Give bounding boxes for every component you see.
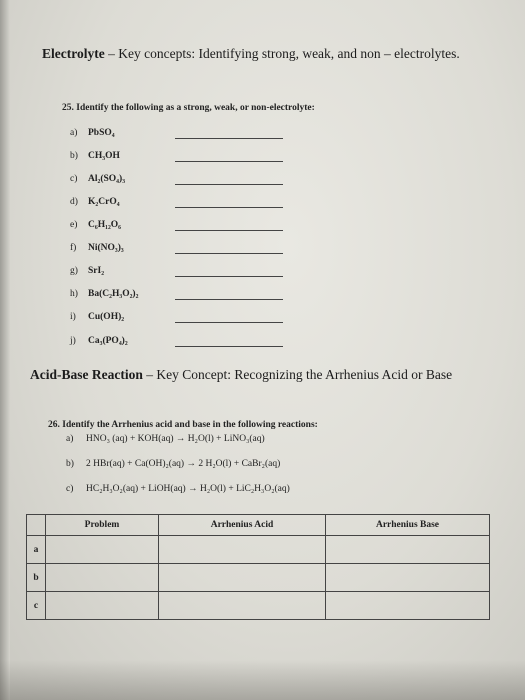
item-b: b) CH₃OH [70, 151, 120, 161]
cell-problem-c[interactable] [46, 592, 159, 620]
cell-base-c[interactable] [326, 592, 490, 620]
item-g: g) SrI₂ [70, 266, 105, 276]
item-i: i) Cu(OH)₂ [70, 312, 125, 322]
item-f: f) Ni(NO₃)₃ [70, 243, 124, 253]
table-header-acid: Arrhenius Acid [159, 515, 326, 536]
answer-line-b[interactable] [175, 161, 283, 162]
answer-line-c[interactable] [175, 184, 283, 185]
page-bottom-shadow [0, 660, 525, 700]
answer-table [26, 514, 490, 620]
cell-base-a[interactable] [326, 536, 490, 564]
item-h: h) Ba(C₂H₃O₂)₂ [70, 289, 139, 299]
table-header-blank [27, 515, 46, 536]
answer-line-e[interactable] [175, 230, 283, 231]
item-e: e) C₆H₁₂O₆ [70, 220, 122, 230]
item-a: a) PbSO₄ [70, 128, 115, 138]
section-title-electrolyte: Electrolyte – Key concepts: Identifying strong, weak, and non – electrolytes. [42, 46, 460, 61]
answer-line-g[interactable] [175, 276, 283, 277]
section-title-acid-base: Acid-Base Reaction – Key Concept: Recognizing the Arrhenius Acid or Base [30, 367, 453, 382]
item-d: d) K₂CrO₄ [70, 197, 120, 207]
item-c: c) Al₂(SO₄)₃ [70, 174, 126, 184]
cell-acid-b[interactable] [159, 564, 326, 592]
cell-problem-a[interactable] [46, 536, 159, 564]
answer-line-j[interactable] [175, 346, 283, 347]
answer-line-d[interactable] [175, 207, 283, 208]
row-label-c: c [27, 592, 46, 620]
table-header-problem: Problem [46, 515, 159, 536]
answer-line-a[interactable] [175, 138, 283, 139]
page-edge-shadow [0, 0, 10, 700]
question-25: 25. Identify the following as a strong, weak, or non-electrolyte: [62, 103, 315, 113]
table-row [27, 592, 490, 620]
question-26: 26. Identify the Arrhenius acid and base in the following reactions: [48, 420, 318, 430]
cell-acid-c[interactable] [159, 592, 326, 620]
table-header-row [27, 515, 490, 536]
row-label-a: a [27, 536, 46, 564]
reaction-b: b) 2 HBr(aq) + Ca(OH)₂(aq) → 2 H₂O(l) + CaBr₂(aq) [66, 459, 281, 469]
table-row [27, 536, 490, 564]
answer-line-h[interactable] [175, 299, 283, 300]
table-header-base: Arrhenius Base [326, 515, 490, 536]
reaction-a: a) HNO₃ (aq) + KOH(aq) → H₂O(l) + LiNO₃(aq) [66, 434, 265, 444]
answer-line-f[interactable] [175, 253, 283, 254]
table-row [27, 564, 490, 592]
row-label-b: b [27, 564, 46, 592]
item-j: j) Ca₃(PO₄)₂ [70, 336, 128, 346]
cell-base-b[interactable] [326, 564, 490, 592]
reaction-c: c) HC₂H₃O₂(aq) + LiOH(aq) → H₂O(l) + LiC₂H₃O₂(aq) [66, 484, 290, 494]
cell-problem-b[interactable] [46, 564, 159, 592]
cell-acid-a[interactable] [159, 536, 326, 564]
answer-line-i[interactable] [175, 322, 283, 323]
